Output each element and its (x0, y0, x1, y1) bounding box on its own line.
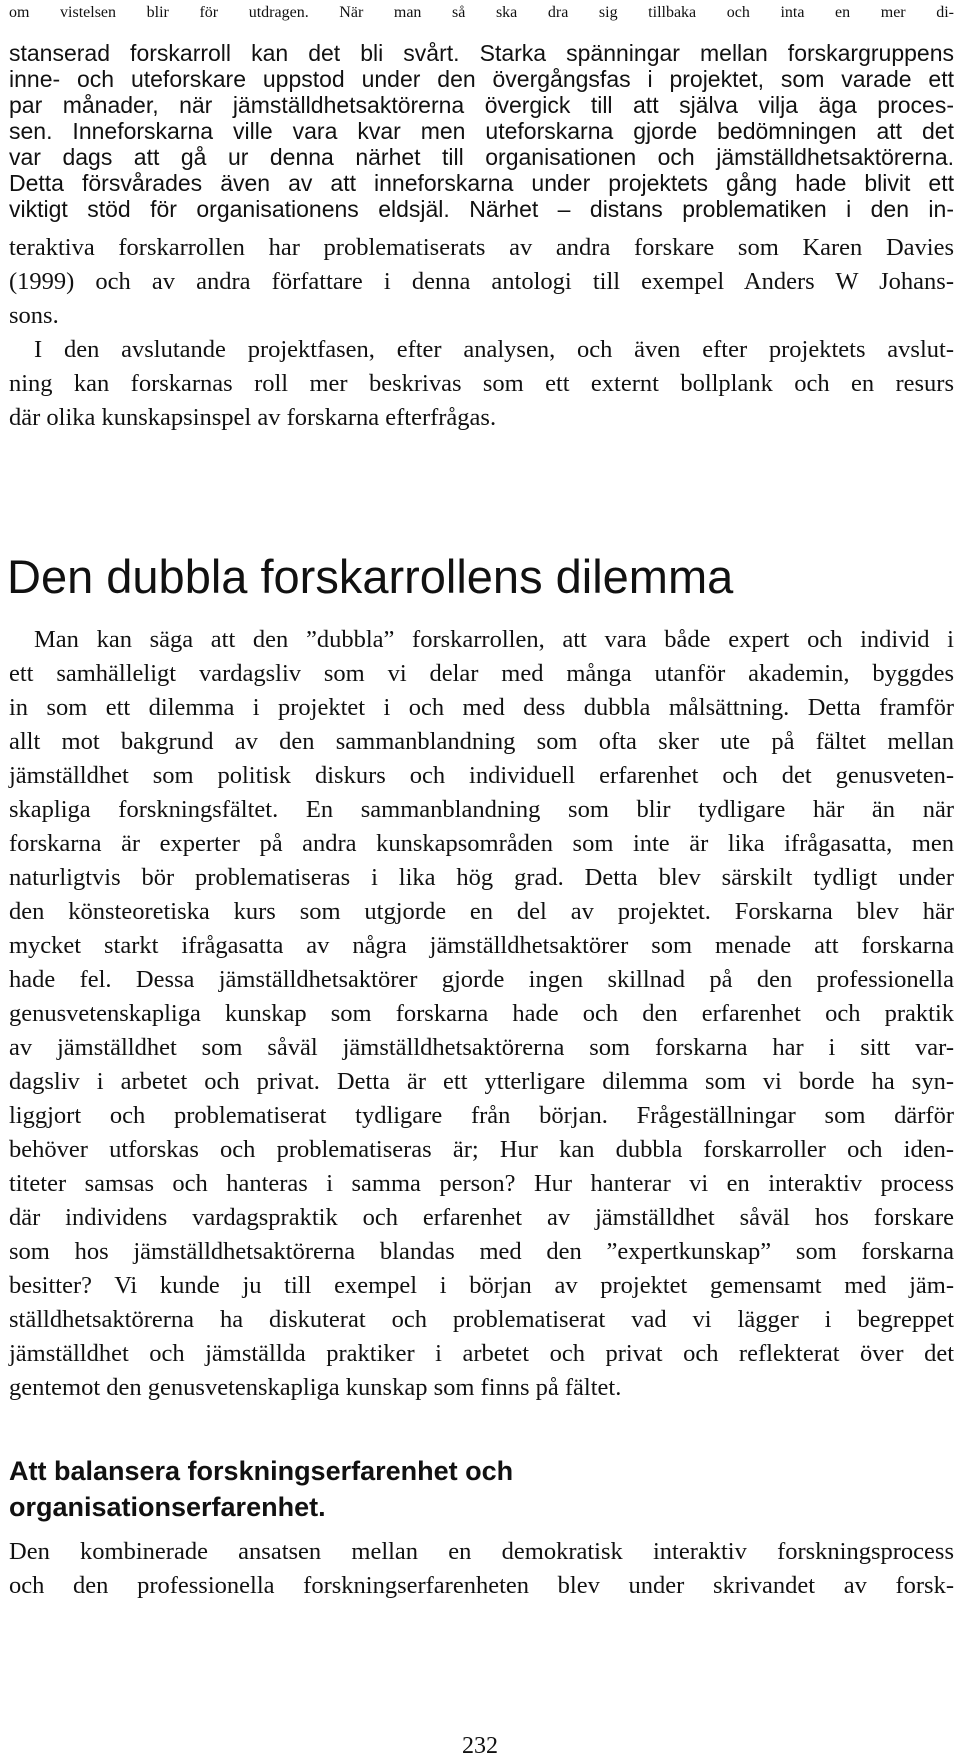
body-text-line: naturligtvis bör problematiseras i lika hög grad. Detta blev särskilt tydligt under (9, 864, 954, 891)
body-text-line: allt mot bakgrund av den sammanblandning som ofta sker ute på fältet mellan (9, 728, 954, 755)
body-text-line: Man kan säga att den ”dubbla” forskarrollen, att vara både expert och individ i (34, 626, 954, 653)
subsection-heading-line: organisationserfarenhet. (9, 1492, 326, 1522)
body-text-line: viktigt stöd för organisationens eldsjäl. Närhet – distans problematiken i den in- (9, 196, 954, 222)
section-heading: Den dubbla forskarrollens dilemma (7, 550, 734, 603)
body-text-line: I den avslutande projektfasen, efter analysen, och även efter projektets avslut- (34, 336, 954, 363)
body-text-line: par månader, när jämställdhetsaktörerna övergick till att själva vilja äga proces- (9, 92, 954, 118)
body-text-line: inne- och uteforskare uppstod under den övergångsfas i projektet, som varade ett (9, 66, 954, 92)
body-text-line: hade fel. Dessa jämställdhetsaktörer gjorde ingen skillnad på den professionella (9, 966, 954, 993)
body-text-line: mycket starkt ifrågasatta av några jämställdhetsaktörer som menade att forskarna (9, 932, 954, 959)
body-text-line: jämställdhet som politisk diskurs och individuell erfarenhet och det genusveten- (9, 762, 954, 789)
body-text-line: teraktiva forskarrollen har problematiserats av andra forskare som Karen Davies (9, 234, 954, 261)
body-text-line: sons. (9, 302, 59, 329)
body-text-line: genusvetenskapliga kunskap som forskarna hade och den erfarenhet och praktik (9, 1000, 954, 1027)
body-text-line: liggjort och problematiserat tydligare från början. Frågeställningar som därför (9, 1102, 954, 1129)
body-text-line: som hos jämställdhetsaktörerna blandas med den ”expertkunskap” som forskarna (9, 1238, 954, 1265)
body-text-line: skapliga forskningsfältet. En sammanblandning som blir tydligare här än när (9, 796, 954, 823)
body-text-line: ning kan forskarnas roll mer beskrivas som ett externt bollplank och en resurs (9, 370, 954, 397)
subsection-heading-line: Att balansera forskningserfarenhet och (9, 1456, 514, 1486)
page-number: 232 (462, 1733, 498, 1759)
body-text-line: (1999) och av andra författare i denna antologi till exempel Anders W Johans- (9, 268, 954, 295)
body-text-line: ett samhälleligt vardagsliv som vi delar med många utanför akademin, byggdes (9, 660, 954, 687)
body-text-line: Detta försvårades även av att inneforskarna under projektets gång hade blivit ett (9, 170, 954, 196)
body-text-line: den könsteoretiska kurs som utgjorde en del av projektet. Forskarna blev här (9, 898, 954, 925)
body-text-line: om vistelsen blir för utdragen. När man så ska dra sig tillbaka och inta en mer di- (9, 4, 954, 21)
body-text-line: besitter? Vi kunde ju till exempel i början av projektet gemensamt med jäm- (9, 1272, 954, 1299)
body-text-line: och den professionella forskningserfarenheten blev under skrivandet av forsk- (9, 1572, 954, 1599)
body-text-line: var dags att gå ur denna närhet till organisationen och jämställdhetsaktörerna. (9, 144, 954, 170)
body-text-line: där olika kunskapsinspel av forskarna efterfrågas. (9, 404, 497, 431)
body-text-line: jämställdhet och jämställda praktiker i arbetet och privat och reflekterat över det (9, 1340, 954, 1367)
body-text-line: stanserad forskarroll kan det bli svårt. Starka spänningar mellan forskargruppens (9, 40, 954, 66)
body-text-line: in som ett dilemma i projektet i och med dess dubbla målsättning. Detta framför (9, 694, 954, 721)
body-text-line: gentemot den genusvetenskapliga kunskap som finns på fältet. (9, 1374, 622, 1401)
body-text-line: dagsliv i arbetet och privat. Detta är ett ytterligare dilemma som vi borde ha syn- (9, 1068, 954, 1095)
body-text-line: av jämställdhet som såväl jämställdhetsaktörerna som forskarna har i sitt var- (9, 1034, 954, 1061)
body-text-line: ställdhetsaktörerna ha diskuterat och problematiserat vad vi lägger i begreppet (9, 1306, 954, 1333)
body-text-line: sen. Inneforskarna ville vara kvar men uteforskarna gjorde bedömningen att det (9, 118, 954, 144)
body-text-line: forskarna är experter på andra kunskapsområden som inte är lika ifrågasatta, men (9, 830, 954, 857)
body-text-line: behöver utforskas och problematiseras är; Hur kan dubbla forskarroller och iden- (9, 1136, 954, 1163)
body-text-line: Den kombinerade ansatsen mellan en demokratisk interaktiv forskningsprocess (9, 1538, 954, 1565)
body-text-line: titeter samsas och hanteras i samma person? Hur hanterar vi en interaktiv process (9, 1170, 954, 1197)
body-text-line: där individens vardagspraktik och erfarenhet av jämställdhet såväl hos forskare (9, 1204, 954, 1231)
